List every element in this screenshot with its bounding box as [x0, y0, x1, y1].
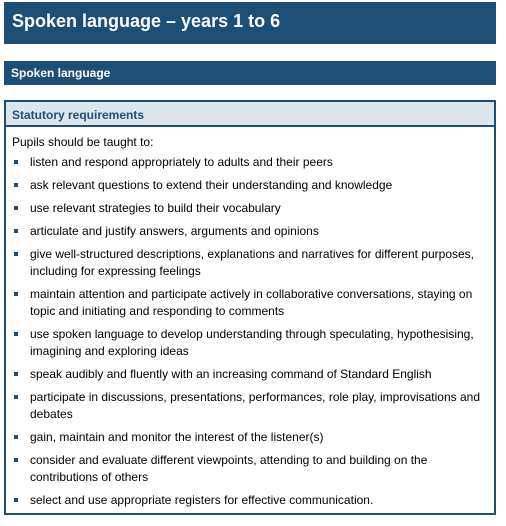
requirement-text: ask relevant questions to extend their understanding and knowledge: [30, 178, 393, 192]
square-bullet-icon: [14, 332, 18, 336]
square-bullet-icon: [14, 435, 18, 439]
page-title-bar: [4, 2, 496, 44]
square-bullet-icon: [14, 458, 18, 462]
requirement-text: consider and evaluate different viewpoints, attending to and building on the contributions of others: [30, 453, 428, 484]
requirement-text: gain, maintain and monitor the interest of the listener(s): [30, 430, 324, 444]
statutory-requirements-box: [4, 100, 496, 515]
square-bullet-icon: [14, 395, 18, 399]
requirement-item: [6, 246, 494, 280]
square-bullet-icon: [14, 292, 18, 296]
requirement-text: articulate and justify answers, arguments and opinions: [30, 224, 319, 238]
square-bullet-icon: [14, 183, 18, 187]
requirement-item: [6, 452, 494, 486]
requirement-text: maintain attention and participate actively in collaborative conversations, staying on topic and initiating and responding to comments: [30, 287, 473, 318]
requirement-item: [6, 429, 494, 446]
square-bullet-icon: [14, 229, 18, 233]
requirement-item: [6, 326, 494, 360]
square-bullet-icon: [14, 372, 18, 376]
requirement-item: [6, 177, 494, 194]
requirement-text: use relevant strategies to build their vocabulary: [30, 201, 281, 215]
requirement-text: listen and respond appropriately to adults and their peers: [30, 155, 333, 169]
requirement-item: [6, 286, 494, 320]
requirement-item: [6, 492, 494, 509]
page-title: Spoken language – years 1 to 6: [12, 11, 281, 31]
requirements-intro: Pupils should be taught to:: [12, 135, 154, 149]
section-heading: Spoken language: [11, 66, 111, 80]
requirement-text: participate in discussions, presentations, performances, role play, improvisations and debates: [30, 390, 480, 421]
requirement-text: speak audibly and fluently with an increasing command of Standard English: [30, 367, 432, 381]
requirement-item: [6, 366, 494, 383]
section-header-bar: [4, 61, 496, 85]
requirement-text: select and use appropriate registers for effective communication.: [30, 493, 374, 507]
statutory-requirements-header: [6, 102, 494, 127]
square-bullet-icon: [14, 498, 18, 502]
requirement-text: use spoken language to develop understanding through speculating, hypothesising, imagining and exploring ideas: [30, 327, 474, 358]
square-bullet-icon: [14, 252, 18, 256]
statutory-requirements-heading: Statutory requirements: [12, 108, 145, 122]
square-bullet-icon: [14, 206, 18, 210]
requirement-item: [6, 223, 494, 240]
requirement-item: [6, 154, 494, 171]
requirement-item: [6, 389, 494, 423]
square-bullet-icon: [14, 160, 18, 164]
requirements-list: [6, 154, 494, 509]
requirement-text: give well-structured descriptions, explanations and narratives for different purposes, including for expressing feelings: [30, 247, 475, 278]
requirement-item: [6, 200, 494, 217]
